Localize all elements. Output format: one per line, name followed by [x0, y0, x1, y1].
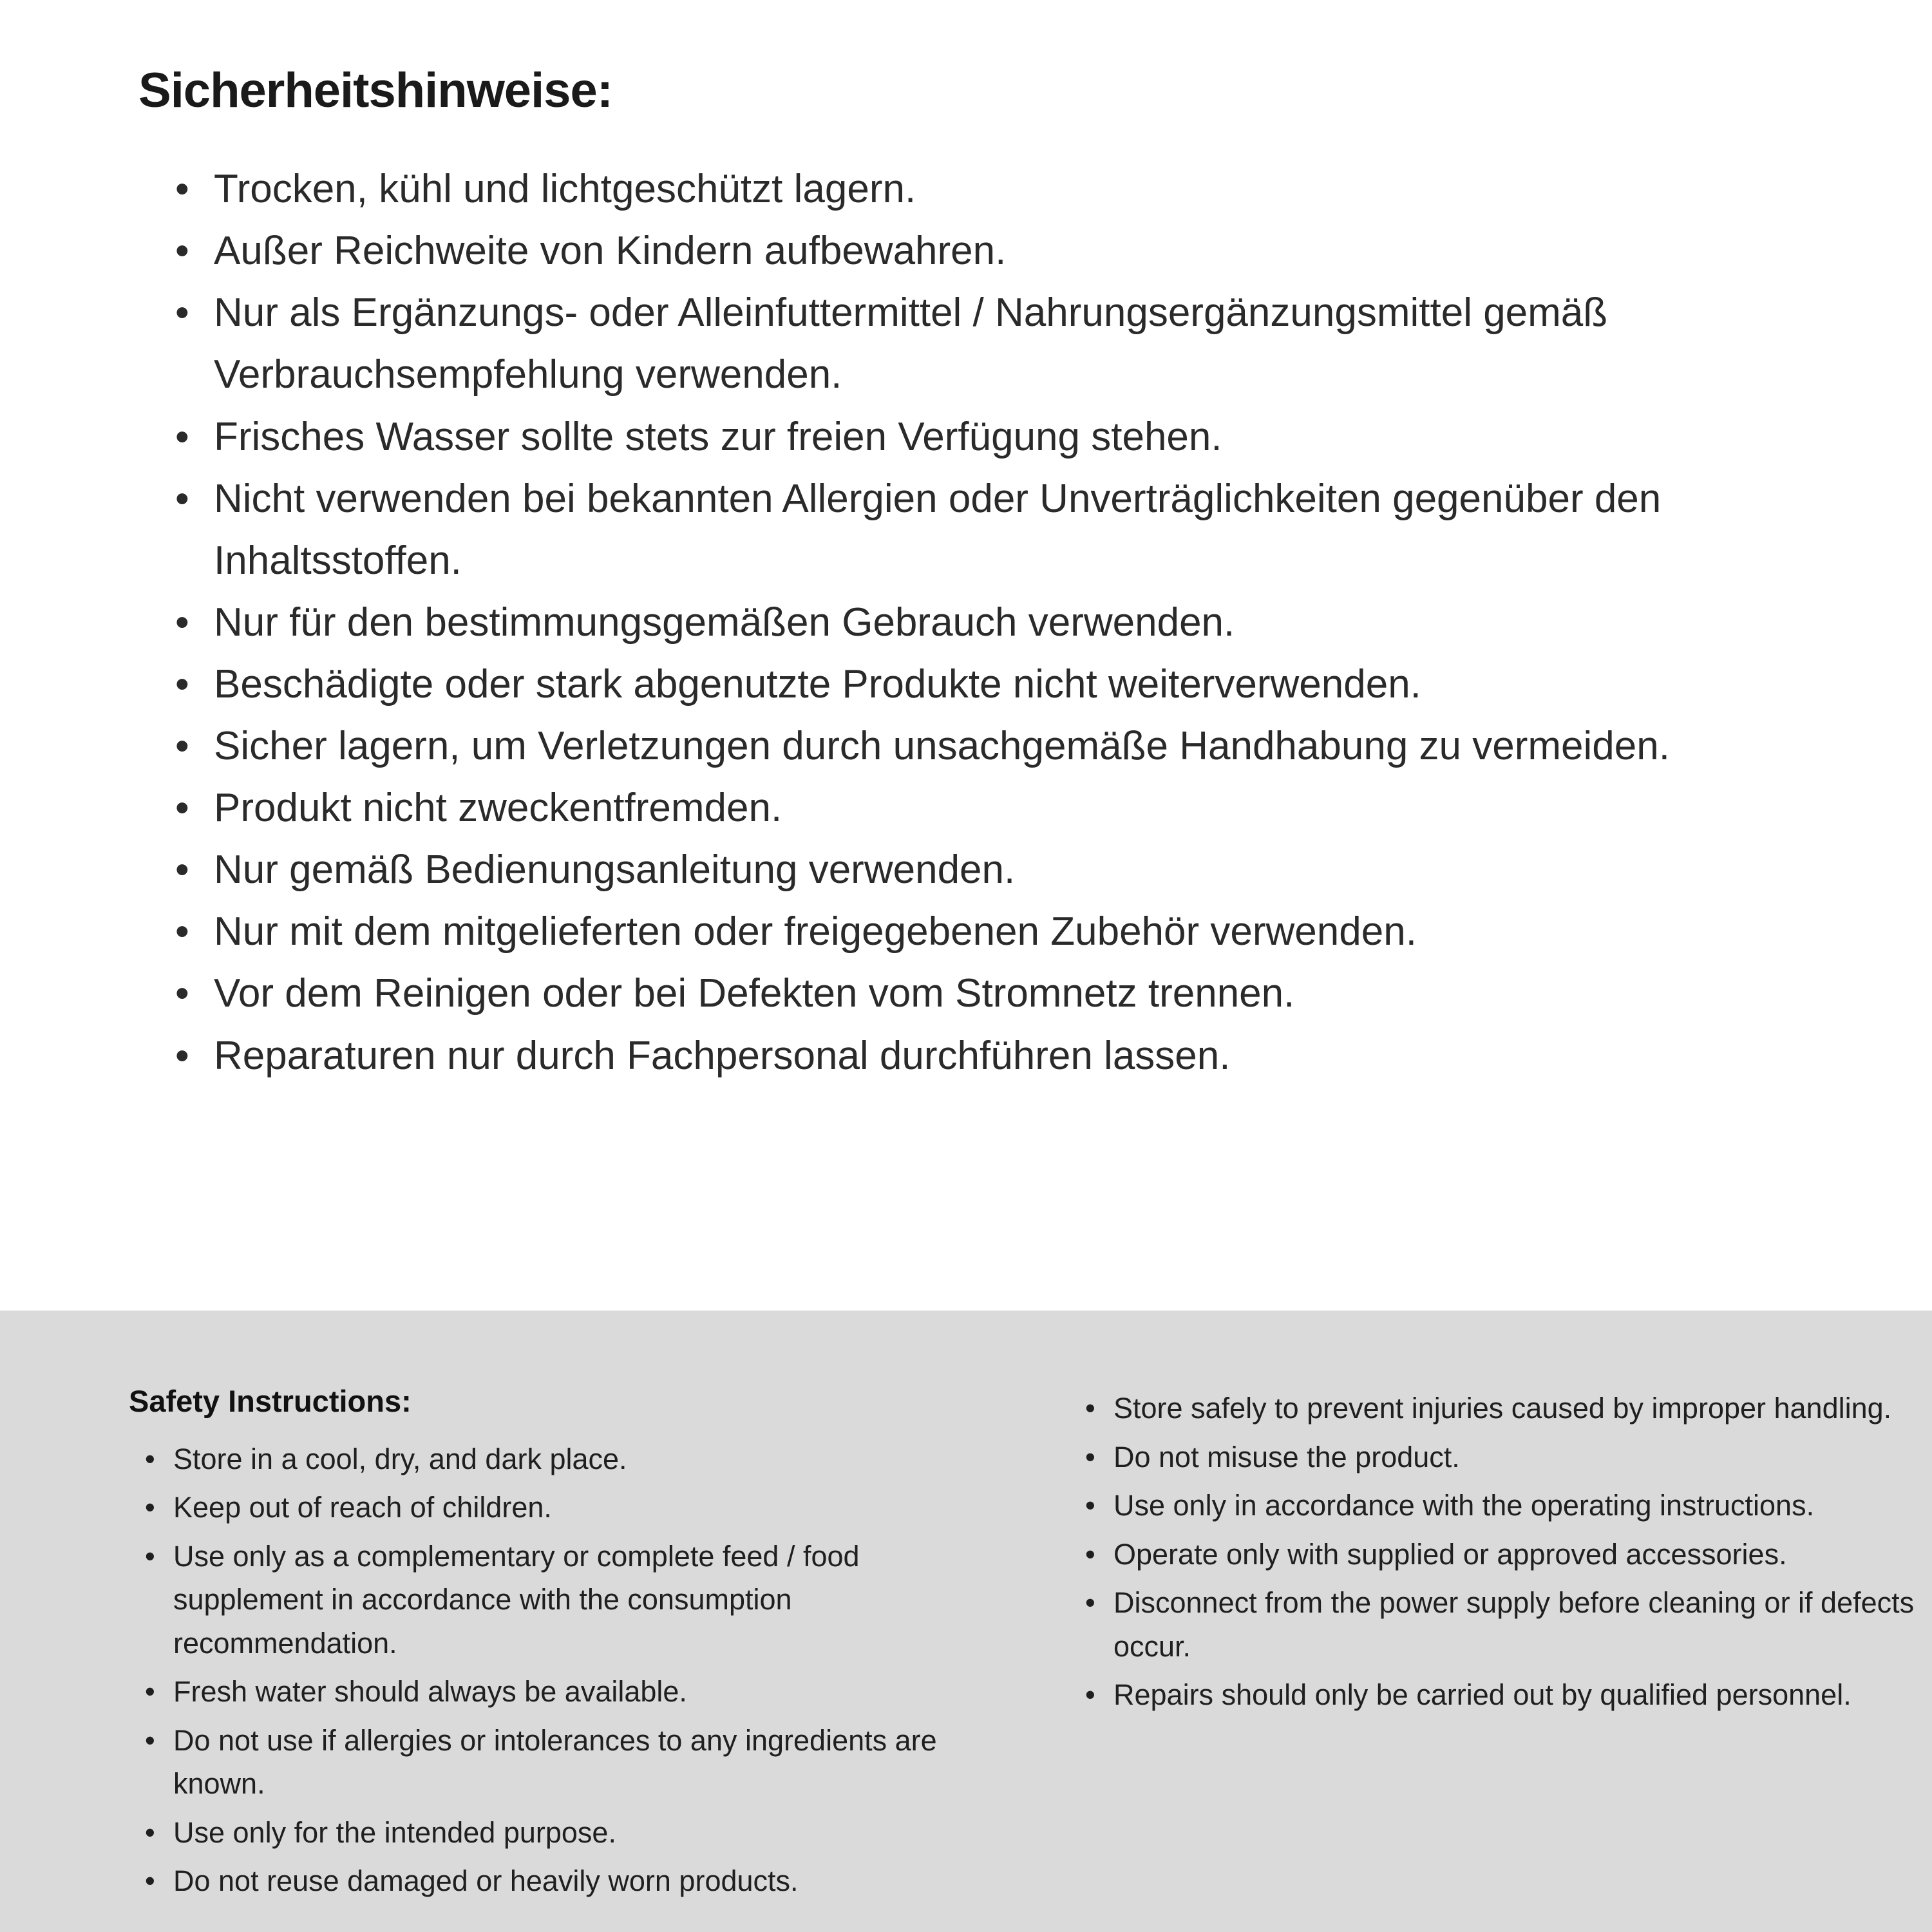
- german-list-item: • Nur gemäß Bedienungsanleitung verwenden.: [175, 839, 1785, 901]
- german-list-item: • Nicht verwenden bei bekannten Allergien oder Unverträglichkeiten gegenüber den Inhaltsstoffen.: [175, 468, 1785, 592]
- english-list-item: • Do not use if allergies or intolerances to any ingredients are known.: [145, 1719, 960, 1806]
- german-list-item: • Frisches Wasser sollte stets zur freien Verfügung stehen.: [175, 406, 1785, 468]
- english-safety-panel: [0, 1311, 1932, 1932]
- english-list-item: • Use only in accordance with the operating instructions.: [1085, 1484, 1926, 1528]
- english-list-item: • Disconnect from the power supply before cleaning or if defects occur.: [1085, 1581, 1926, 1668]
- english-list-item: • Use only for the intended purpose.: [145, 1811, 960, 1855]
- english-safety-list-left: [129, 1437, 960, 1903]
- german-list-item: • Produkt nicht zweckentfremden.: [175, 777, 1785, 839]
- english-list-item: • Use only as a complementary or complete feed / food supplement in accordance with the consumption recommendation.: [145, 1535, 960, 1665]
- english-list-item: • Do not misuse the product.: [1085, 1435, 1926, 1479]
- english-list-item: • Do not reuse damaged or heavily worn products.: [145, 1859, 960, 1903]
- english-list-item: • Fresh water should always be available.: [145, 1670, 960, 1714]
- german-list-item: • Nur mit dem mitgelieferten oder freigegebenen Zubehör verwenden.: [175, 901, 1785, 963]
- german-list-item: • Beschädigte oder stark abgenutzte Produkte nicht weiterverwenden.: [175, 654, 1785, 715]
- german-list-item: • Nur als Ergänzungs- oder Alleinfuttermittel / Nahrungsergänzungsmittel gemäß Verbrauchsempfehlung verwenden.: [175, 282, 1785, 406]
- german-list-item: • Trocken, kühl und lichtgeschützt lagern.: [175, 158, 1785, 220]
- english-list-item: • Repairs should only be carried out by qualified personnel.: [1085, 1673, 1926, 1717]
- english-list-item: • Store in a cool, dry, and dark place.: [145, 1437, 960, 1481]
- german-list-item: • Sicher lagern, um Verletzungen durch unsachgemäße Handhabung zu vermeiden.: [175, 715, 1785, 777]
- english-right-column: [1069, 1383, 1926, 1932]
- english-section-heading: Safety Instructions:: [129, 1384, 412, 1418]
- german-list-item: • Außer Reichweite von Kindern aufbewahren.: [175, 220, 1785, 282]
- german-list-item: • Vor dem Reinigen oder bei Defekten vom Stromnetz trennen.: [175, 963, 1785, 1025]
- german-safety-list: [175, 158, 1785, 1086]
- english-left-column: [129, 1383, 960, 1932]
- german-section-heading: Sicherheitshinweise:: [138, 63, 613, 118]
- german-list-item: • Nur für den bestimmungsgemäßen Gebrauch verwenden.: [175, 592, 1785, 654]
- english-list-item: • Operate only with supplied or approved accessories.: [1085, 1533, 1926, 1577]
- english-list-item: • Keep out of reach of children.: [145, 1486, 960, 1530]
- german-list-item: • Reparaturen nur durch Fachpersonal durchführen lassen.: [175, 1025, 1785, 1087]
- english-list-item: • Store safely to prevent injuries caused by improper handling.: [1085, 1387, 1926, 1430]
- english-safety-list-right: [1069, 1387, 1926, 1717]
